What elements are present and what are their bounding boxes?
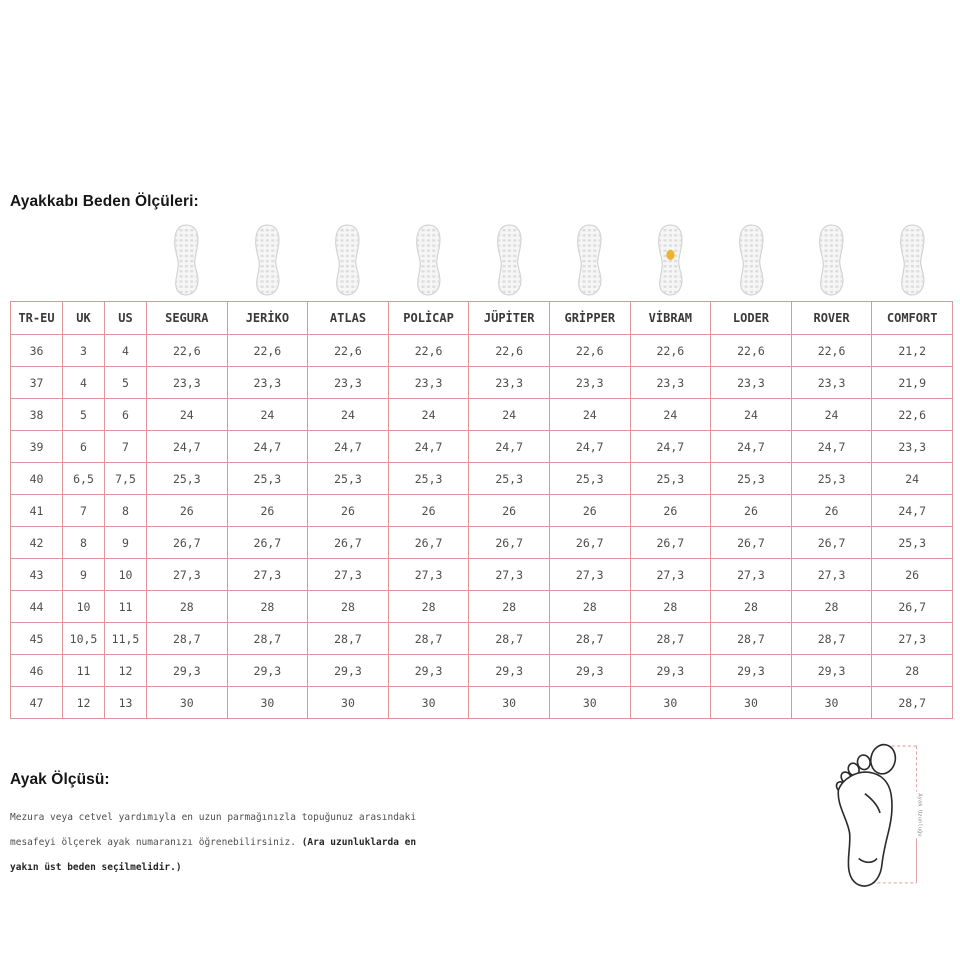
size-cell: 28 [388, 591, 469, 623]
vibram-logo-dot [666, 250, 674, 260]
size-cell: 26,7 [791, 527, 872, 559]
size-cell: 24,7 [549, 431, 630, 463]
size-cell: 6,5 [63, 463, 105, 495]
size-cell: 28,7 [549, 623, 630, 655]
size-cell: 22,6 [227, 335, 308, 367]
size-cell: 28 [227, 591, 308, 623]
measure-instructions-regular: Mezura veya cetvel yardımıyla en uzun parmağınızla topuğunuz arasındaki mesafeyi ölçerek ayak numaranızı öğrenebilirsiniz. [10, 812, 417, 848]
column-header: ATLAS [308, 302, 389, 335]
size-cell: 28 [872, 655, 953, 687]
size-cell: 23,3 [711, 367, 792, 399]
size-cell: 26 [872, 559, 953, 591]
column-header: JÜPİTER [469, 302, 550, 335]
size-cell: 30 [549, 687, 630, 719]
size-cell: 26 [791, 495, 872, 527]
size-cell: 23,3 [549, 367, 630, 399]
sole-print-icon [251, 224, 284, 301]
size-cell: 39 [11, 431, 63, 463]
size-cell: 27,3 [791, 559, 872, 591]
size-cell: 27,3 [147, 559, 228, 591]
size-cell: 24 [630, 399, 711, 431]
size-cell: 26 [711, 495, 792, 527]
size-cell: 25,3 [711, 463, 792, 495]
size-cell: 24,7 [791, 431, 872, 463]
size-cell: 26,7 [872, 591, 953, 623]
size-cell: 28 [711, 591, 792, 623]
size-cell: 23,3 [791, 367, 872, 399]
size-cell: 26 [227, 495, 308, 527]
size-cell: 37 [11, 367, 63, 399]
sole-print-icon [815, 224, 848, 301]
size-cell: 28 [549, 591, 630, 623]
size-cell: 42 [11, 527, 63, 559]
size-cell: 45 [11, 623, 63, 655]
size-cell: 28 [791, 591, 872, 623]
size-chart-title: Ayakkabı Beden Ölçüleri: [10, 193, 199, 210]
sole-print-icon [170, 224, 203, 301]
size-cell: 28,7 [469, 623, 550, 655]
size-cell: 22,6 [630, 335, 711, 367]
size-cell: 29,3 [388, 655, 469, 687]
size-cell: 30 [147, 687, 228, 719]
size-cell: 24,7 [227, 431, 308, 463]
size-cell: 24 [227, 399, 308, 431]
size-cell: 29,3 [147, 655, 228, 687]
size-cell: 24 [549, 399, 630, 431]
size-cell: 12 [105, 655, 147, 687]
column-header: TR-EU [11, 302, 63, 335]
size-cell: 24,7 [872, 495, 953, 527]
size-cell: 26 [388, 495, 469, 527]
size-cell: 9 [63, 559, 105, 591]
column-header: LODER [711, 302, 792, 335]
measure-title: Ayak Ölçüsü: [10, 771, 110, 788]
size-cell: 26,7 [711, 527, 792, 559]
size-cell: 26,7 [147, 527, 228, 559]
column-header: ROVER [791, 302, 872, 335]
size-cell: 26,7 [549, 527, 630, 559]
size-cell: 25,3 [791, 463, 872, 495]
size-cell: 23,3 [872, 431, 953, 463]
size-chart-table [10, 301, 953, 719]
size-cell: 24,7 [630, 431, 711, 463]
sole-print-icon [493, 224, 526, 301]
size-row [11, 527, 953, 559]
size-row [11, 655, 953, 687]
size-cell: 24,7 [147, 431, 228, 463]
size-cell: 25,3 [388, 463, 469, 495]
size-cell: 28,7 [308, 623, 389, 655]
size-cell: 7 [105, 431, 147, 463]
column-header: GRİPPER [549, 302, 630, 335]
size-cell: 22,6 [469, 335, 550, 367]
size-cell: 30 [227, 687, 308, 719]
size-cell: 29,3 [308, 655, 389, 687]
size-row [11, 399, 953, 431]
size-cell: 46 [11, 655, 63, 687]
sole-print-icon [412, 224, 445, 301]
column-header: POLİCAP [388, 302, 469, 335]
size-cell: 24 [308, 399, 389, 431]
size-cell: 28,7 [227, 623, 308, 655]
foot-measure-section [10, 771, 953, 880]
size-cell: 27,3 [630, 559, 711, 591]
size-row [11, 431, 953, 463]
size-cell: 38 [11, 399, 63, 431]
sole-print-icon [331, 224, 364, 301]
size-row [11, 335, 953, 367]
size-cell: 29,3 [227, 655, 308, 687]
size-cell: 47 [11, 687, 63, 719]
size-cell: 28,7 [630, 623, 711, 655]
size-cell: 7 [63, 495, 105, 527]
size-cell: 28 [147, 591, 228, 623]
size-cell: 29,3 [630, 655, 711, 687]
size-cell: 11,5 [105, 623, 147, 655]
size-cell: 12 [63, 687, 105, 719]
size-cell: 28,7 [388, 623, 469, 655]
size-cell: 24,7 [469, 431, 550, 463]
column-header: US [105, 302, 147, 335]
measure-instructions [10, 805, 424, 880]
size-cell: 27,3 [549, 559, 630, 591]
size-cell: 6 [63, 431, 105, 463]
column-header: SEGURA [147, 302, 228, 335]
size-cell: 36 [11, 335, 63, 367]
size-row [11, 463, 953, 495]
size-row [11, 495, 953, 527]
size-cell: 26 [630, 495, 711, 527]
size-cell: 22,6 [791, 335, 872, 367]
size-cell: 28,7 [791, 623, 872, 655]
table-header-row [11, 302, 953, 335]
size-cell: 27,3 [308, 559, 389, 591]
sole-print-icon [654, 224, 687, 301]
size-cell: 9 [105, 527, 147, 559]
size-cell: 5 [63, 399, 105, 431]
size-cell: 25,3 [549, 463, 630, 495]
foot-outline-icon [823, 741, 933, 893]
size-cell: 28 [630, 591, 711, 623]
size-cell: 26,7 [630, 527, 711, 559]
size-cell: 25,3 [630, 463, 711, 495]
size-cell: 23,3 [227, 367, 308, 399]
sole-print-icon [896, 224, 929, 301]
size-cell: 27,3 [469, 559, 550, 591]
size-cell: 7,5 [105, 463, 147, 495]
size-cell: 6 [105, 399, 147, 431]
size-cell: 24 [711, 399, 792, 431]
size-cell: 30 [469, 687, 550, 719]
size-cell: 28 [469, 591, 550, 623]
measure-instructions-bold: (Ara uzunluklarda en yakın üst beden seçilmelidir.) [10, 837, 417, 873]
size-row [11, 687, 953, 719]
size-cell: 11 [63, 655, 105, 687]
size-cell: 25,3 [227, 463, 308, 495]
size-cell: 43 [11, 559, 63, 591]
size-cell: 8 [63, 527, 105, 559]
size-cell: 23,3 [308, 367, 389, 399]
size-cell: 22,6 [147, 335, 228, 367]
size-cell: 26 [147, 495, 228, 527]
sole-prints-row [10, 221, 953, 301]
size-cell: 27,3 [711, 559, 792, 591]
size-cell: 22,6 [549, 335, 630, 367]
size-cell: 8 [105, 495, 147, 527]
size-cell: 27,3 [227, 559, 308, 591]
size-cell: 27,3 [388, 559, 469, 591]
size-cell: 10 [63, 591, 105, 623]
size-cell: 24,7 [388, 431, 469, 463]
size-cell: 30 [630, 687, 711, 719]
size-cell: 40 [11, 463, 63, 495]
size-cell: 25,3 [147, 463, 228, 495]
size-cell: 26 [469, 495, 550, 527]
size-cell: 26,7 [227, 527, 308, 559]
size-cell: 22,6 [308, 335, 389, 367]
size-cell: 23,3 [469, 367, 550, 399]
size-cell: 27,3 [872, 623, 953, 655]
size-cell: 26 [549, 495, 630, 527]
size-cell: 5 [105, 367, 147, 399]
size-cell: 3 [63, 335, 105, 367]
foot-length-label: Ayak Uzunluğu [916, 793, 923, 837]
size-cell: 25,3 [469, 463, 550, 495]
size-cell: 24 [469, 399, 550, 431]
size-cell: 29,3 [469, 655, 550, 687]
size-cell: 24,7 [711, 431, 792, 463]
size-cell: 28 [308, 591, 389, 623]
size-cell: 41 [11, 495, 63, 527]
size-cell: 29,3 [549, 655, 630, 687]
size-row [11, 559, 953, 591]
size-cell: 22,6 [872, 399, 953, 431]
size-cell: 4 [105, 335, 147, 367]
size-cell: 4 [63, 367, 105, 399]
column-header: JERİKO [227, 302, 308, 335]
size-cell: 30 [711, 687, 792, 719]
size-cell: 13 [105, 687, 147, 719]
column-header: UK [63, 302, 105, 335]
size-cell: 24 [388, 399, 469, 431]
size-cell: 11 [105, 591, 147, 623]
foot-diagram [823, 741, 933, 893]
size-cell: 22,6 [711, 335, 792, 367]
size-cell: 29,3 [711, 655, 792, 687]
size-cell: 28,7 [711, 623, 792, 655]
size-cell: 21,9 [872, 367, 953, 399]
size-row [11, 591, 953, 623]
size-cell: 28,7 [147, 623, 228, 655]
size-cell: 23,3 [147, 367, 228, 399]
size-cell: 10,5 [63, 623, 105, 655]
size-cell: 26,7 [469, 527, 550, 559]
size-cell: 24 [791, 399, 872, 431]
sole-print-icon [735, 224, 768, 301]
size-cell: 25,3 [308, 463, 389, 495]
size-cell: 25,3 [872, 527, 953, 559]
size-cell: 24 [872, 463, 953, 495]
size-cell: 21,2 [872, 335, 953, 367]
size-cell: 30 [308, 687, 389, 719]
size-cell: 26 [308, 495, 389, 527]
size-cell: 22,6 [388, 335, 469, 367]
size-cell: 30 [388, 687, 469, 719]
column-header: COMFORT [872, 302, 953, 335]
size-row [11, 367, 953, 399]
size-cell: 10 [105, 559, 147, 591]
size-cell: 28,7 [872, 687, 953, 719]
size-cell: 24 [147, 399, 228, 431]
size-row [11, 623, 953, 655]
column-header: VİBRAM [630, 302, 711, 335]
size-cell: 23,3 [630, 367, 711, 399]
size-cell: 23,3 [388, 367, 469, 399]
size-cell: 24,7 [308, 431, 389, 463]
sole-print-icon [573, 224, 606, 301]
size-cell: 29,3 [791, 655, 872, 687]
size-cell: 26,7 [308, 527, 389, 559]
size-cell: 30 [791, 687, 872, 719]
size-cell: 44 [11, 591, 63, 623]
size-cell: 26,7 [388, 527, 469, 559]
